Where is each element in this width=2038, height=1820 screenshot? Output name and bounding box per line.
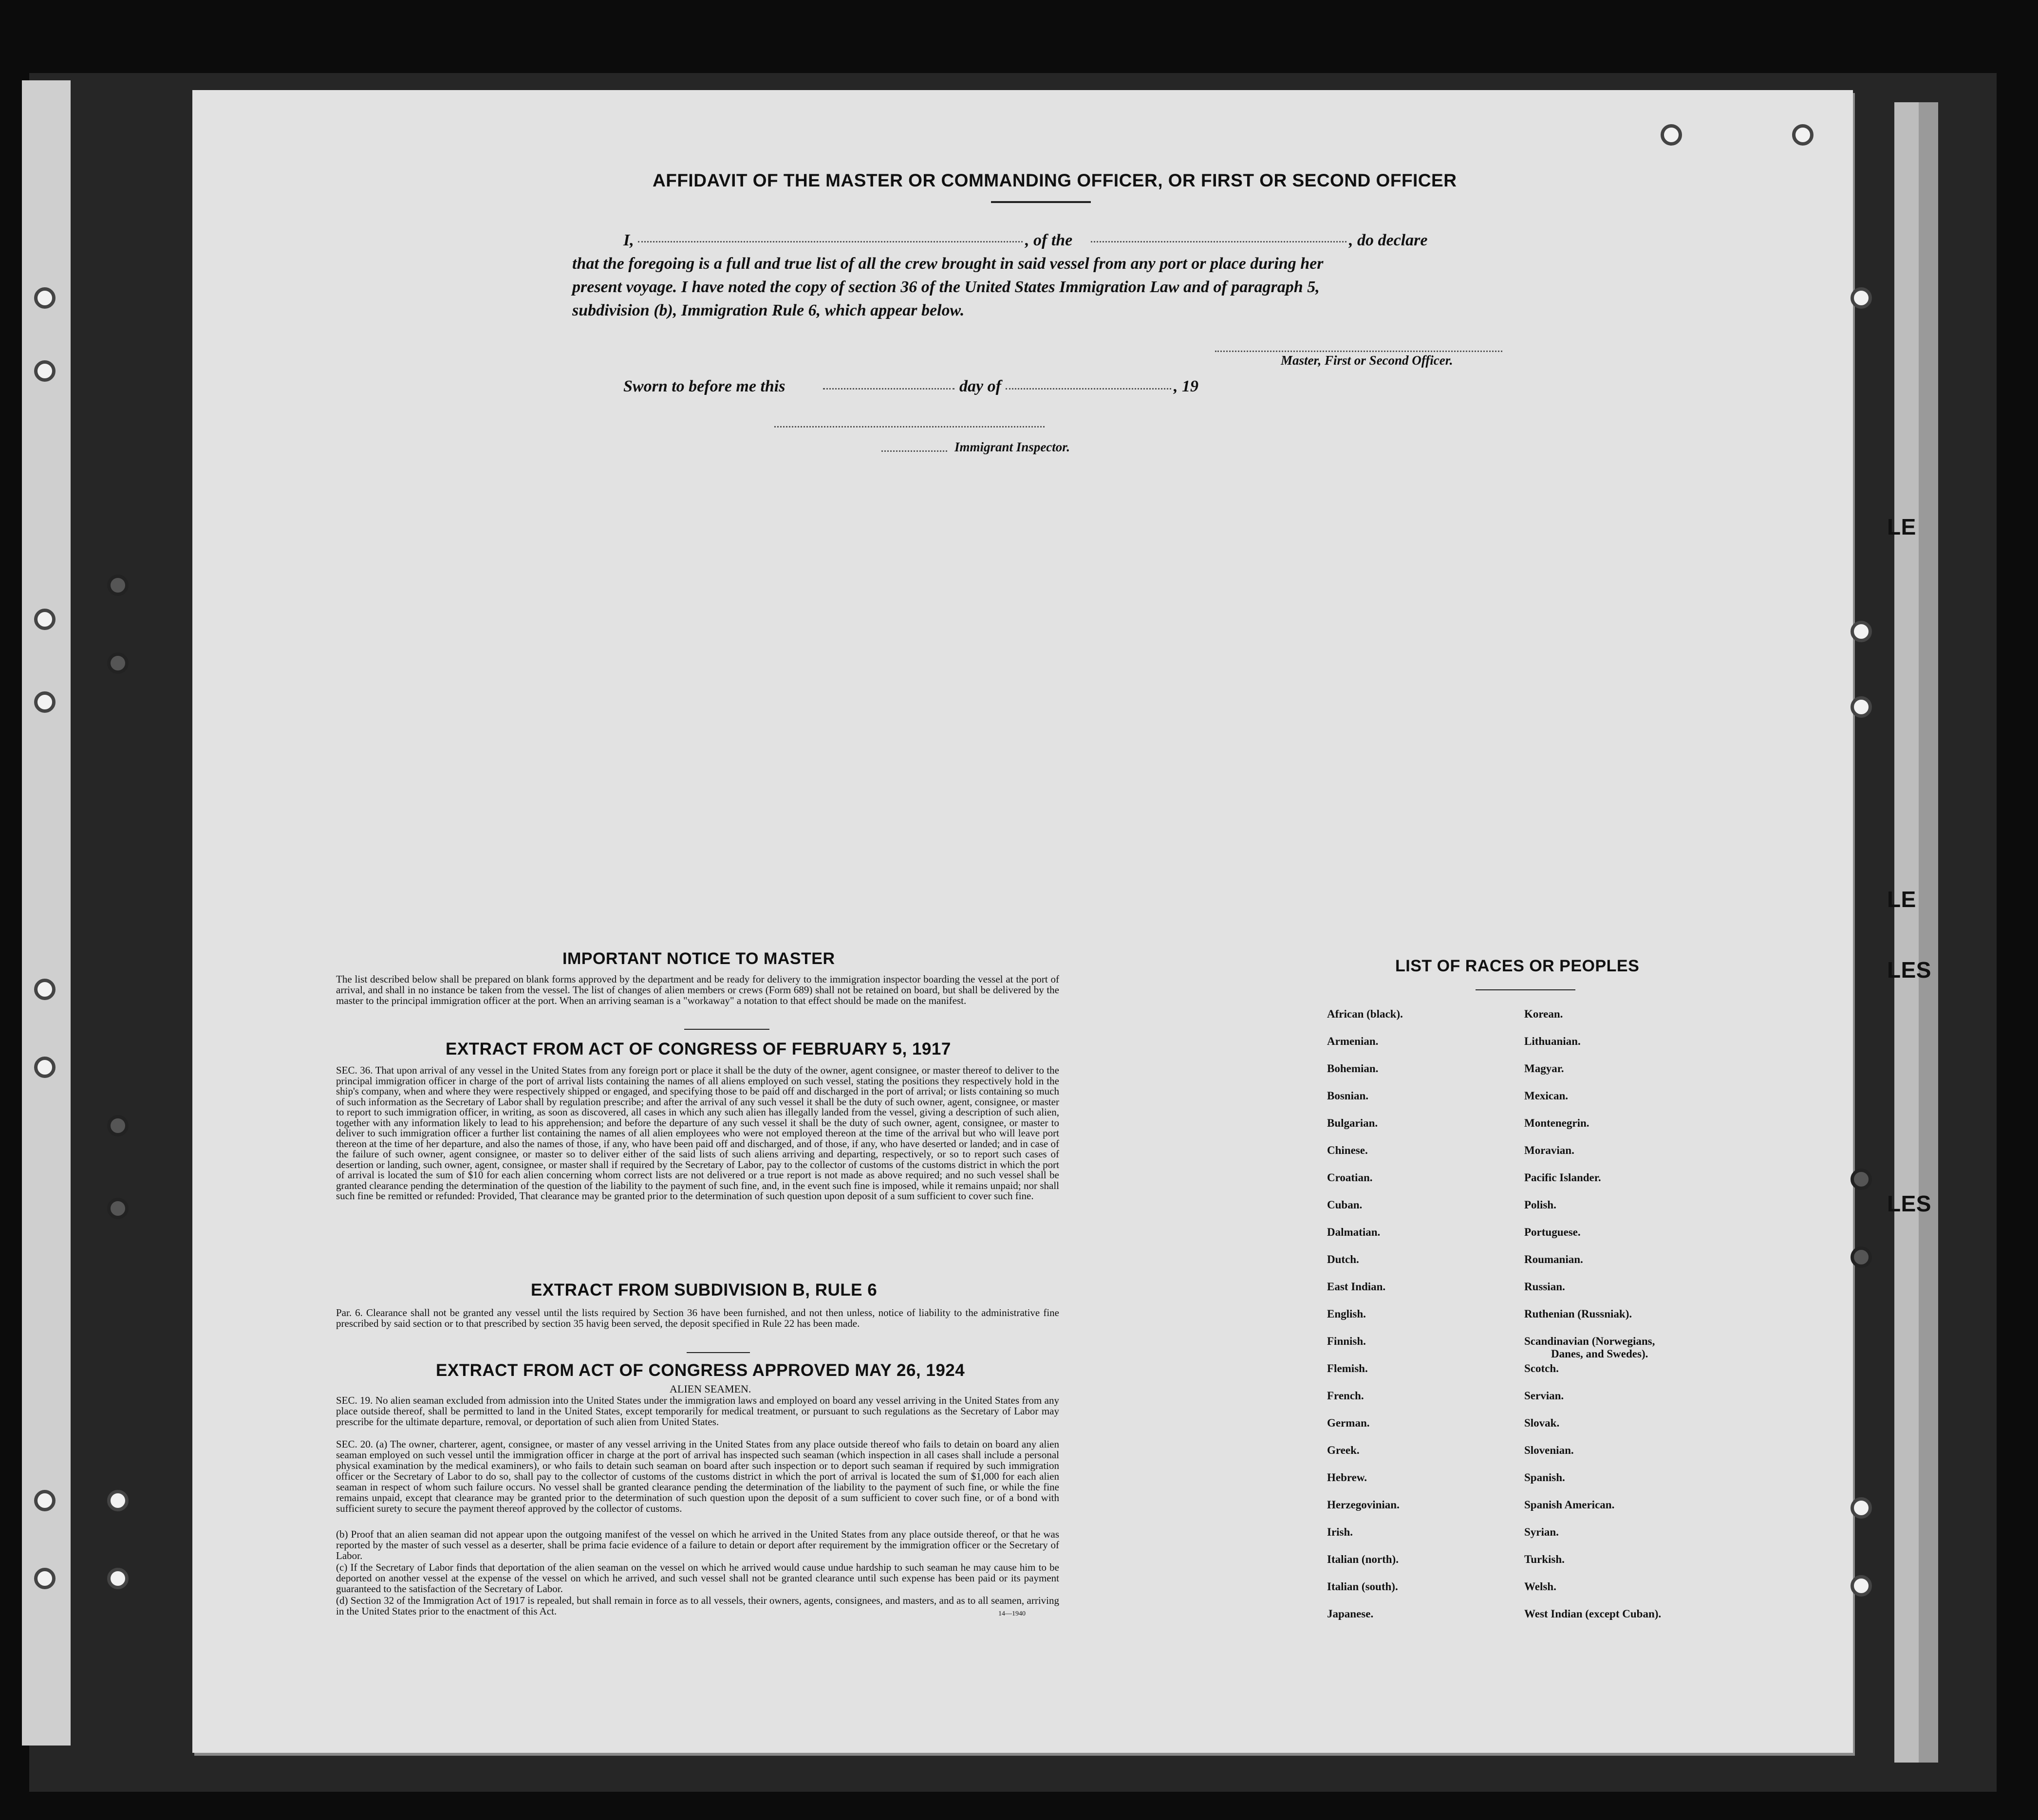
race-item: East Indian.	[1327, 1281, 1386, 1293]
race-item: Welsh.	[1524, 1580, 1556, 1593]
race-item: Italian (south).	[1327, 1580, 1398, 1593]
race-item: Portuguese.	[1524, 1226, 1581, 1238]
extract-rule6-title: EXTRACT FROM SUBDIVISION B, RULE 6	[531, 1281, 878, 1300]
race-item: Polish.	[1524, 1199, 1556, 1211]
race-item: Servian.	[1524, 1390, 1564, 1402]
race-item: Armenian.	[1327, 1035, 1379, 1047]
race-item: Bosnian.	[1327, 1090, 1369, 1102]
extract-1924-sec19: SEC. 19. No alien seaman excluded from admission into the United States under the immigration laws and employed on board any vessel arriving in the United States from any place outside thereof, shall be permitted to land in the United States, except temporarily for medical treatment, or pursuant to such regulations as the Secretary of Labor may prescribe for the ultimate departure, removal, or deportation of such alien from United States.	[336, 1394, 1059, 1428]
signature-label: Master, First or Second Officer.	[1281, 353, 1453, 368]
extract-1917-title: EXTRACT FROM ACT OF CONGRESS OF FEBRUARY 5, 1917	[446, 1040, 951, 1059]
page-hole	[1851, 1497, 1872, 1519]
section-divider	[687, 1352, 750, 1353]
extract-1924-sec20a: SEC. 20. (a) The owner, charterer, agent, consignee, or master of any vessel arriving in the United States from any place outside thereof who fails to detain on board any alien seaman employed on such vessel until the immigration officer in charge at the port of arrival has inspected such seaman (which inspection in all cases shall include a personal physical examination by the medical examiners), or who fails to detain such seaman on board after such inspection or to deport such seaman if required by such immigration officer or the Secretary of Labor to do so, shall pay to the collector of customs of the customs district in which the port of arrival is located the sum of $1,000 for each alien seaman in respect of whom such failure occurs. No vessel shall be granted clearance pending the determination of the liability to the payment of such fine, or while the fine remains unpaid, except that clearance may be granted prior to the determination of such question upon the deposit of a sum sufficient to cover such fine, or of a bond with sufficient surety to secure the payment thereof approved by the collector of customs.	[336, 1438, 1059, 1514]
race-item: Bulgarian.	[1327, 1117, 1378, 1129]
page-hole	[1851, 287, 1872, 309]
form-number: 14—1940	[998, 1610, 1026, 1617]
race-item: Dutch.	[1327, 1253, 1359, 1265]
race-item: Croatian.	[1327, 1171, 1373, 1184]
race-item: English.	[1327, 1308, 1366, 1320]
race-item: Turkish.	[1524, 1553, 1565, 1565]
page-hole	[1851, 1246, 1872, 1268]
sworn-month-blank[interactable]	[1006, 388, 1171, 390]
race-item: Italian (north).	[1327, 1553, 1399, 1565]
race-item: Irish.	[1327, 1526, 1353, 1538]
binding-hole	[34, 1057, 56, 1078]
race-item: Hebrew.	[1327, 1471, 1367, 1484]
affidavit-body-line: present voyage. I have noted the copy of section 36 of the United States Immigration Law and of paragraph 5,	[572, 278, 1320, 296]
races-underline	[1476, 989, 1575, 990]
binding-hole	[34, 1490, 56, 1511]
binding-hole	[34, 609, 56, 630]
race-item: Spanish American.	[1524, 1499, 1615, 1511]
binding-hole	[107, 652, 129, 674]
race-item: Slovak.	[1524, 1417, 1560, 1429]
race-item: African (black).	[1327, 1008, 1403, 1020]
inspector-signature-blank[interactable]	[774, 426, 1045, 427]
race-item: Cuban.	[1327, 1199, 1363, 1211]
binding-hole	[107, 1115, 129, 1136]
sworn-day-of: day of	[959, 377, 1001, 395]
race-item: Scotch.	[1524, 1362, 1559, 1374]
race-item: Ruthenian (Russniak).	[1524, 1308, 1632, 1320]
page-hole	[1661, 124, 1682, 146]
notice-title: IMPORTANT NOTICE TO MASTER	[562, 949, 835, 968]
race-item: Montenegrin.	[1524, 1117, 1589, 1129]
race-item: Syrian.	[1524, 1526, 1559, 1538]
section-divider	[684, 1029, 769, 1030]
affidavit-body-line: that the foregoing is a full and true list of all the crew brought in said vessel from any port or place during her	[572, 255, 1324, 273]
binding-hole	[107, 1198, 129, 1219]
race-item: Flemish.	[1327, 1362, 1368, 1374]
binding-hole	[107, 1568, 129, 1589]
extract-1924-subtitle: ALIEN SEAMEN.	[670, 1383, 751, 1395]
margin-fragment: LES	[1887, 957, 1931, 983]
race-item: Bohemian.	[1327, 1062, 1379, 1075]
race-item: Roumanian.	[1524, 1253, 1583, 1265]
affidavit-i: I,	[623, 231, 634, 249]
race-item: Herzegovinian.	[1327, 1499, 1400, 1511]
affidavit-of-the: , of the	[1025, 231, 1073, 249]
signature-blank[interactable]	[1215, 351, 1502, 352]
binding-hole	[34, 287, 56, 309]
extract-1924-sec20c: (c) If the Secretary of Labor finds that deportation of the alien seaman on the vessel on which he arrived would cause undue hardship to such seaman he may cause him to be deported on another vessel at the expense of the vessel on which he arrived, and such vessel shall not be granted clearance until such expense has been paid or its payment guaranteed to the satisfaction of the Secretary of Labor.	[336, 1561, 1059, 1595]
margin-fragment: LE	[1887, 887, 1916, 912]
margin-fragment: LE	[1887, 514, 1916, 539]
race-item: Slovenian.	[1524, 1444, 1574, 1456]
vessel-blank[interactable]	[1091, 241, 1346, 242]
margin-fragment: LES	[1887, 1191, 1931, 1216]
race-item: Finnish.	[1327, 1335, 1366, 1347]
race-item: Moravian.	[1524, 1144, 1574, 1156]
page-hole	[1851, 1575, 1872, 1597]
inspector-dotted-lead	[881, 450, 947, 452]
affidavit-title: AFFIDAVIT OF THE MASTER OR COMMANDING OFFICER, OR FIRST OR SECOND OFFICER	[653, 170, 1457, 190]
binding-hole	[34, 691, 56, 713]
page-hole	[1851, 621, 1872, 642]
race-item: Japanese.	[1327, 1608, 1374, 1620]
race-item: West Indian (except Cuban).	[1524, 1608, 1662, 1620]
sworn-year: , 19	[1174, 377, 1198, 395]
extract-1924-sec20b: (b) Proof that an alien seaman did not appear upon the outgoing manifest of the vessel on which he arrived in the United States from any place outside thereof, or that he was reported by the master of such vessel as a deserter, shall be prima facie evidence of a failure to detain or deport after requirement by the immigration officer or the Secretary of Labor.	[336, 1528, 1059, 1561]
inspector-label: Immigrant Inspector.	[954, 440, 1070, 454]
race-item: Greek.	[1327, 1444, 1360, 1456]
extract-1924-title: EXTRACT FROM ACT OF CONGRESS APPROVED MAY 26, 1924	[436, 1361, 965, 1380]
right-page-edge-shadow	[1919, 102, 1938, 1763]
affidavit-body-line: subdivision (b), Immigration Rule 6, which appear below.	[572, 301, 965, 319]
name-blank[interactable]	[638, 241, 1023, 242]
page-hole	[1851, 1169, 1872, 1190]
binding-hole	[34, 979, 56, 1000]
manifest-page	[192, 90, 1931, 1753]
extract-1917-text: SEC. 36. That upon arrival of any vessel in the United States from any foreign port or place it shall be the duty of the owner, agent consignee, or master thereof to deliver to the principal immigration officer in charge of the port of arrival lists containing the names of all aliens employed on such vessel, stating the positions they respectively hold in the ship's company, when and where they were respectively shipped or engaged, and specifying those to be paid off and discharged in the port of arrival; or lists containing so much of such information as the Secretary of Labor shall by regulation prescribe; and after the arrival of any such vessel it shall be the duty of such owner, agent, consignee, or master to report to such immigration officer, in writing, as soon as discovered, all cases in which any such alien has illegally landed from the vessel, giving a description of such alien, together with any information likely to lead to his apprehension; and before the departure of any such vessel it shall be the duty of such owner, agent, consignee, or master to deliver to such immigration officer a further list containing the names of all alien employees who were not employed thereon at the time of the arrival but who will leave port thereon at the time of her departure, and also the names of those, if any, who have been paid off and discharged, and of those, if any, who have deserted or landed; and in case of the failure of such owner, agent consignee, or master so to deliver either of the said lists of such aliens arriving and departing, respectively, or so to report such cases of desertion or landing, such owner, agent, consignee, or master shall if required by the Secretary of Labor, pay to the collector of customs of the customs district in which the port of arrival is located the sum of $10 for each alien concerning whom correct lists are not delivered or a true report is not made as above required; and no such vessel shall be granted clearance pending the determination of the question of the liability to the payment of such fine, and, in the event such fine is imposed, while it remains unpaid; nor shall such fine be remitted or refunded: Provided, That clearance may be granted prior to the determination of such question upon deposit of a sum sufficient to cover such fine.	[336, 1064, 1059, 1202]
binding-hole	[107, 575, 129, 596]
binding-hole	[34, 1568, 56, 1589]
title-underline	[991, 201, 1091, 203]
notice-text: The list described below shall be prepared on blank forms approved by the department and be ready for delivery to the immigration inspector boarding the vessel at the port of arrival, and shall in no instance be taken from the vessel. The list of changes of alien members or crews (Form 689) shall not be retained on board, but shall be delivered by the master to the principal immigration officer at the port. When an arriving seaman is a "workaway" a notation to that effect should be made on the manifest.	[336, 973, 1059, 1006]
extract-rule6-text: Par. 6. Clearance shall not be granted any vessel until the lists required by Section 36 have been furnished, and not then unless, notice of liability to the administrative fine prescribed by said section or to that prescribed by section 35 havig been served, the deposit specified in Rule 22 has been made.	[336, 1307, 1059, 1329]
race-item: Scandinavian (Norwegians,	[1524, 1335, 1655, 1347]
binding-hole	[34, 360, 56, 382]
binding-hole	[107, 1490, 129, 1511]
race-item: French.	[1327, 1390, 1364, 1402]
race-item: German.	[1327, 1417, 1370, 1429]
sworn-day-blank[interactable]	[823, 388, 954, 390]
page-hole	[1851, 696, 1872, 718]
race-item: Pacific Islander.	[1524, 1171, 1601, 1184]
sworn-prefix: Sworn to before me this	[623, 377, 785, 395]
race-item: Korean.	[1524, 1008, 1563, 1020]
race-item: Dalmatian.	[1327, 1226, 1381, 1238]
races-title: LIST OF RACES OR PEOPLES	[1395, 957, 1640, 975]
race-item: Spanish.	[1524, 1471, 1565, 1484]
affidavit-do-declare: , do declare	[1349, 231, 1428, 249]
race-item: Chinese.	[1327, 1144, 1368, 1156]
race-item: Mexican.	[1524, 1090, 1569, 1102]
extract-1924-sec20d: (d) Section 32 of the Immigration Act of 1917 is repealed, but shall remain in force as to all vessels, their owners, agents, consignees, and masters, and as to all seamen, arriving in the United States prior to the enactment of this Act.	[336, 1595, 1059, 1617]
race-item: Magyar.	[1524, 1062, 1564, 1075]
race-item: Danes, and Swedes).	[1551, 1348, 1648, 1360]
race-item: Russian.	[1524, 1281, 1565, 1293]
page-hole	[1792, 124, 1814, 146]
race-item: Lithuanian.	[1524, 1035, 1581, 1047]
